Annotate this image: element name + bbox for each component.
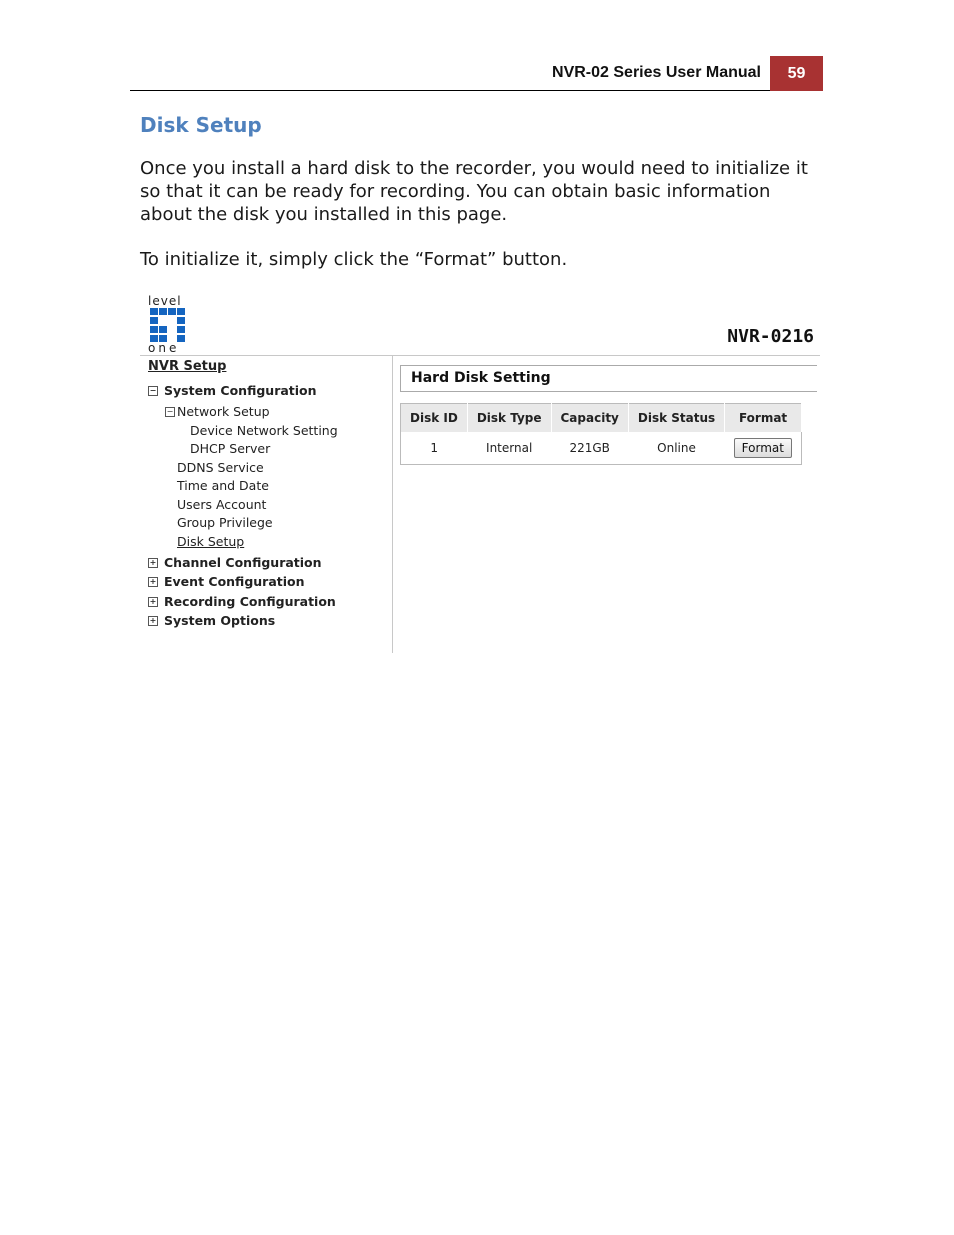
instruction-paragraph: To initialize it, simply click the “Format” button. — [140, 249, 568, 270]
header-disk-id: Disk ID — [401, 404, 468, 433]
nav-group-privilege[interactable]: Group Privilege — [177, 515, 273, 530]
nav-system-configuration[interactable] — [148, 383, 317, 398]
nav-system-options[interactable] — [148, 613, 275, 628]
nav-label: Recording Configuration — [164, 594, 336, 609]
model-name: NVR-0216 — [727, 326, 814, 347]
logo-text-bottom: one — [148, 341, 180, 355]
logo-text-top: level — [148, 294, 182, 308]
cell-disk-type: Internal — [467, 432, 551, 465]
table-row — [401, 432, 802, 465]
header-disk-type: Disk Type — [467, 404, 551, 433]
header-disk-status: Disk Status — [628, 404, 724, 433]
header-rule — [130, 90, 770, 91]
panel-title-box — [400, 365, 817, 392]
cell-disk-id: 1 — [401, 432, 468, 465]
manual-header — [130, 56, 823, 91]
section-title: Disk Setup — [140, 113, 262, 137]
nav-label: System Configuration — [164, 383, 317, 398]
table-header-row — [401, 404, 802, 433]
nav-title[interactable]: NVR Setup — [148, 359, 227, 374]
cell-format — [725, 432, 802, 465]
nav-label: Network Setup — [177, 404, 270, 419]
collapse-icon[interactable]: − — [166, 406, 174, 416]
ui-header-rule — [140, 355, 820, 356]
intro-paragraph: Once you install a hard disk to the recorder, you would need to initialize it so that it can be ready for recording. You can obtain basic information about the disk you installed in this page. — [140, 158, 808, 225]
panel-title: Hard Disk Setting — [411, 370, 551, 386]
nav-label: Event Configuration — [164, 574, 305, 589]
nav-users-account[interactable]: Users Account — [177, 497, 267, 512]
logo-grid-icon — [150, 308, 186, 342]
nav-disk-setup[interactable]: Disk Setup — [177, 534, 245, 549]
levelone-logo — [148, 295, 188, 355]
cell-disk-status: Online — [628, 432, 724, 465]
nav-label: System Options — [164, 613, 276, 628]
nav-ddns-service[interactable]: DDNS Service — [177, 460, 264, 475]
header-capacity: Capacity — [551, 404, 628, 433]
expand-icon[interactable]: + — [149, 557, 157, 567]
nav-device-network-setting[interactable]: Device Network Setting — [190, 423, 338, 438]
nav-recording-configuration[interactable] — [148, 594, 336, 609]
header-format: Format — [725, 404, 802, 433]
expand-icon[interactable]: + — [149, 576, 157, 586]
collapse-icon[interactable]: − — [149, 385, 157, 395]
nav-network-setup[interactable] — [165, 404, 270, 419]
nav-label: Channel Configuration — [164, 555, 322, 570]
cell-capacity: 221GB — [551, 432, 628, 465]
manual-title: NVR-02 Series User Manual — [552, 64, 761, 81]
page-number: 59 — [770, 56, 823, 91]
nav-dhcp-server[interactable]: DHCP Server — [190, 441, 271, 456]
format-button[interactable]: Format — [734, 438, 792, 458]
disk-table — [400, 403, 802, 465]
nav-channel-configuration[interactable] — [148, 555, 322, 570]
nav-event-configuration[interactable] — [148, 574, 305, 589]
expand-icon[interactable]: + — [149, 615, 157, 625]
nav-time-and-date[interactable]: Time and Date — [177, 478, 269, 493]
nvr-ui-screenshot — [140, 293, 820, 655]
sidebar-divider — [392, 355, 393, 653]
expand-icon[interactable]: + — [149, 596, 157, 606]
